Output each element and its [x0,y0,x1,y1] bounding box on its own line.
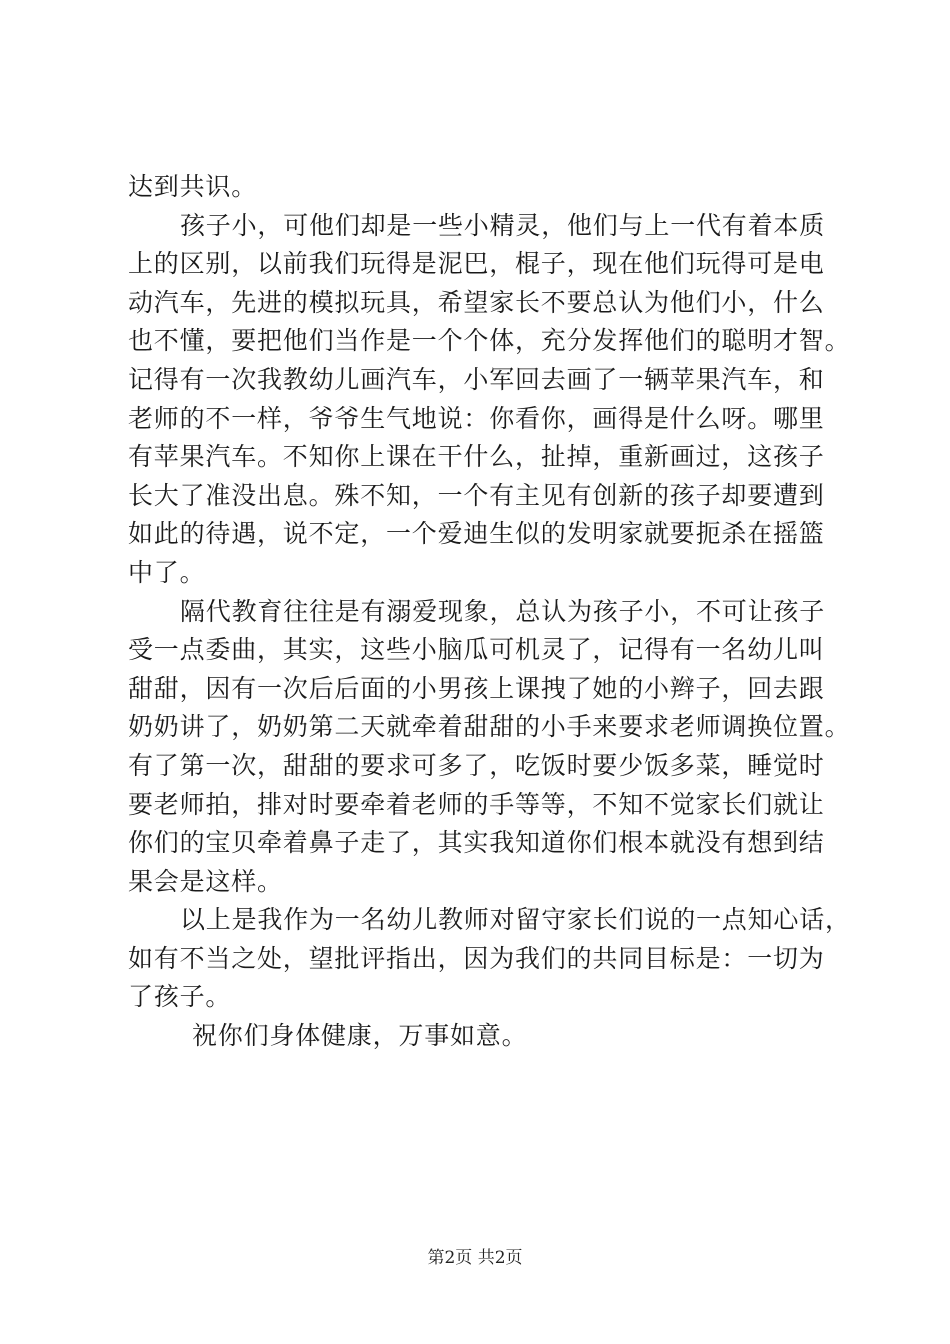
text-line: 动汽车，先进的模拟玩具，希望家长不要总认为他们小，什么 [128,287,825,317]
paragraph-start-line: 隔代教育往往是有溺爱现象，总认为孩子小，不可让孩子 [180,596,826,626]
page-number-footer: 第2页 共2页 [427,1248,523,1268]
text-line: 甜甜，因有一次后后面的小男孩上课拽了她的小辫子，回去跟 [128,673,825,703]
text-line: 了孩子。 [128,982,232,1012]
text-line: 上的区别，以前我们玩得是泥巴，棍子，现在他们玩得可是电 [128,249,825,279]
paragraph-start-line: 孩子小，可他们却是一些小精灵，他们与上一代有着本质 [180,210,826,240]
text-line: 达到共识。 [128,172,258,201]
text-line: 受一点委曲，其实，这些小脑瓜可机灵了，记得有一名幼儿叫 [128,635,825,665]
document-body [128,168,851,1056]
text-line: 你们的宝贝牵着鼻子走了，其实我知道你们根本就没有想到结 [128,828,825,858]
paragraph-start-line: 以上是我作为一名幼儿教师对留守家长们说的一点知心话， [180,905,851,935]
text-line: 老师的不一样，爷爷生气地说：你看你，画得是什么呀。哪里 [128,403,825,433]
text-line: 果会是这样。 [128,866,283,896]
text-line: 如此的待遇，说不定，一个爱迪生似的发明家就要扼杀在摇篮 [128,519,825,549]
text-line: 也不懂，要把他们当作是一个个体，充分发挥他们的聪明才智。 [128,326,851,356]
text-line: 如有不当之处，望批评指出，因为我们的共同目标是：一切为 [128,943,825,973]
closing-wish-line: 祝你们身体健康，万事如意。 [192,1021,528,1051]
text-line: 有苹果汽车。不知你上课在干什么，扯掉，重新画过，这孩子 [128,442,825,472]
text-line: 有了第一次，甜甜的要求可多了，吃饭时要少饭多菜，睡觉时 [128,750,825,780]
text-line: 奶奶讲了，奶奶第二天就牵着甜甜的小手来要求老师调换位置。 [128,712,851,742]
text-line: 记得有一次我教幼儿画汽车，小军回去画了一辆苹果汽车，和 [128,364,825,394]
text-line: 中了。 [128,557,206,587]
text-line: 要老师拍，排对时要牵着老师的手等等，不知不觉家长们就让 [128,789,825,819]
text-line: 长大了准没出息。殊不知，一个有主见有创新的孩子却要遭到 [128,480,825,510]
